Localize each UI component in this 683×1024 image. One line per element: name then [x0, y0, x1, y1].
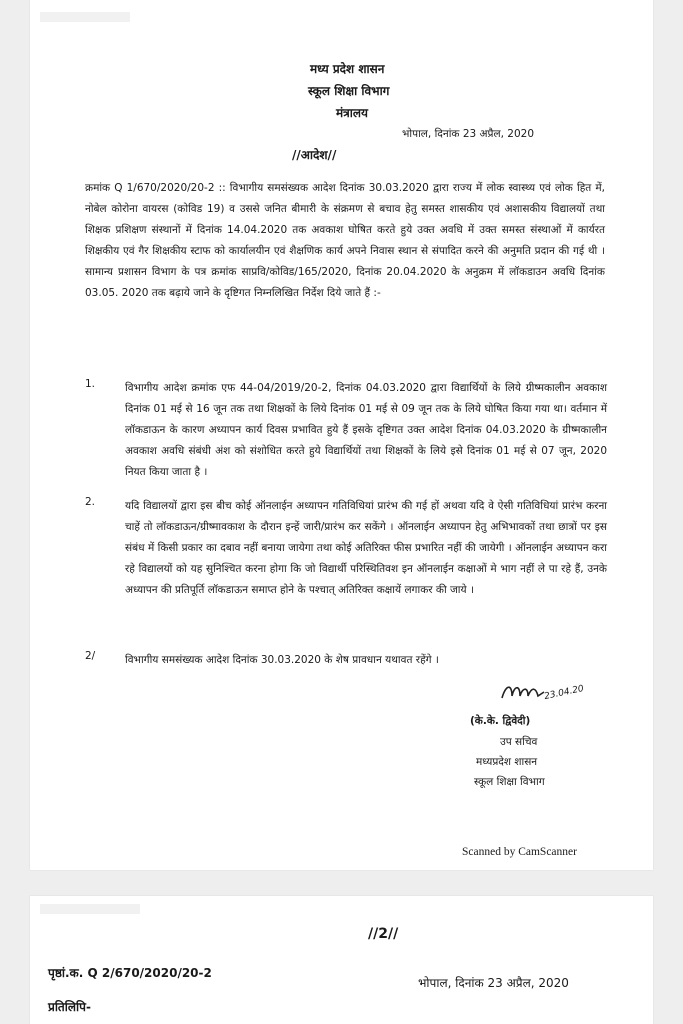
item-text: विभागीय समसंख्यक आदेश दिनांक 30.03.2020 के शेष प्रावधान यथावत रहेंगे ।: [125, 654, 439, 666]
page-number: //2//: [368, 926, 399, 942]
item-text: यदि विद्यालयों द्वारा इस बीच कोई ऑनलाईन अध्यापन गतिविधियां प्रारंभ की गई हों अथवा यदि वे ऐसी गतिविधियां प्रारंभ करना चाहें तो लॉकडाऊन/ग्रीष्मावकाश के दौरान इन्हें जारी/प्रारंभ कर सकेंगे । ऑनलाईन अध्यापन हेतु अभिभावकों तथा छात्रों पर इस संबंध में किसी प्रकार का दबाव नहीं बनाया जायेगा तथा कोई अतिरिक्त फीस प्रभारित नहीं की जायेगी । ऑनलाईन अध्यापन करा रहे विद्यालयों को यह सुनिश्चित करना होगा कि जो विद्यार्थी परिस्थितिवश इन ऑनलाईन कक्षाओं मे भाग नहीं ले पा रहे हैं, उनके अध्यापन की प्रतिपूर्ति लॉकडाऊन समाप्त होने के पश्चात् अतिरिक्त कक्षायें लगाकर की जाये ।: [125, 500, 607, 596]
reference-number: पृष्ठां.क. Q 2/670/2020/20-2: [48, 966, 212, 980]
header-department: स्कूल शिक्षा विभाग: [308, 84, 390, 98]
signatory-designation: उप सचिव: [500, 736, 538, 748]
intro-paragraph: क्रमांक Q 1/670/2020/20-2 :: विभागीय समसंख्यक आदेश दिनांक 30.03.2020 द्वारा राज्य में लोक स्वास्थ्य एवं लोक हित में, नोबेल कोरोना वायरस (कोविड 19) व उससे जनित बीमारी के संक्रमण से बचाव हेतु समस्त शासकीय एवं अशासकीय विद्यालयों तथा शिक्षक प्रशिक्षण संस्थानों में दिनांक 14.04.2020 तक अवकाश घोषित करते हुये उक्त अवधि में उक्त समस्त संस्थाओं में कार्यरत शिक्षकीय एवं गैर शिक्षकीय स्टाफ को कार्यालयीन एवं शैक्षणिक कार्य अपने निवास स्थान से संपादित करने की अनुमति प्रदान की गई थी । सामान्य प्रशासन विभाग के पत्र क्रमांक साप्रवि/कोविड/165/2020, दिनांक 20.04.2020 के अनुक्रम में लॉकडाउन अवधि दिनांक 03.05. 2020 तक बढ़ाये जाने के दृष्टिगत निम्नलिखित निर्देश दिये जाते हैं :-: [85, 182, 605, 299]
order-title: //आदेश//: [292, 148, 337, 162]
signatory-name: (के.के. द्विवेदी): [470, 715, 531, 727]
place-date: भोपाल, दिनांक 23 अप्रैल, 2020: [418, 976, 569, 990]
item-text: विभागीय आदेश क्रमांक एफ 44-04/2019/20-2, दिनांक 04.03.2020 द्वारा विद्यार्थियों के लिये ग्रीष्मकालीन अवकाश दिनांक 01 मई से 16 जून तक तथा शिक्षकों के लिये दिनांक 01 मई से 09 जून तक के लिये घोषित किया गया था। वर्तमान में लॉकडाऊन के कारण अध्यापन कार्य दिवस प्रभावित हुये हैं इसके दृष्टिगत उक्त आदेश दिनांक 04.03.2020 के ग्रीष्मकालीन अवकाश अवधि संबंधी अंश को संशोधित करते हुये विद्यार्थियों तथा शिक्षकों के लिये इसे दिनांक 01 मई से 07 जून, 2020 नियत किया जाता है ।: [125, 382, 607, 478]
signatory-department: स्कूल शिक्षा विभाग: [474, 776, 545, 788]
document-page-2: [30, 896, 653, 1024]
copy-label: प्रतिलिपि-: [48, 1000, 91, 1014]
item-number: 1.: [85, 378, 96, 390]
signature-date: 23.04.20: [543, 683, 585, 703]
faint-mark: [40, 12, 130, 22]
place-date: भोपाल, दिनांक 23 अप्रैल, 2020: [402, 128, 535, 140]
scanner-watermark: Scanned by CamScanner: [462, 846, 577, 858]
signatory-org: मध्यप्रदेश शासन: [476, 756, 538, 768]
item-number: 2/: [85, 650, 96, 662]
header-ministry: मंत्रालय: [336, 106, 369, 120]
header-government: मध्य प्रदेश शासन: [310, 62, 385, 76]
item-number: 2.: [85, 496, 96, 508]
document-page-1: [30, 0, 653, 870]
faint-mark: [40, 904, 140, 914]
